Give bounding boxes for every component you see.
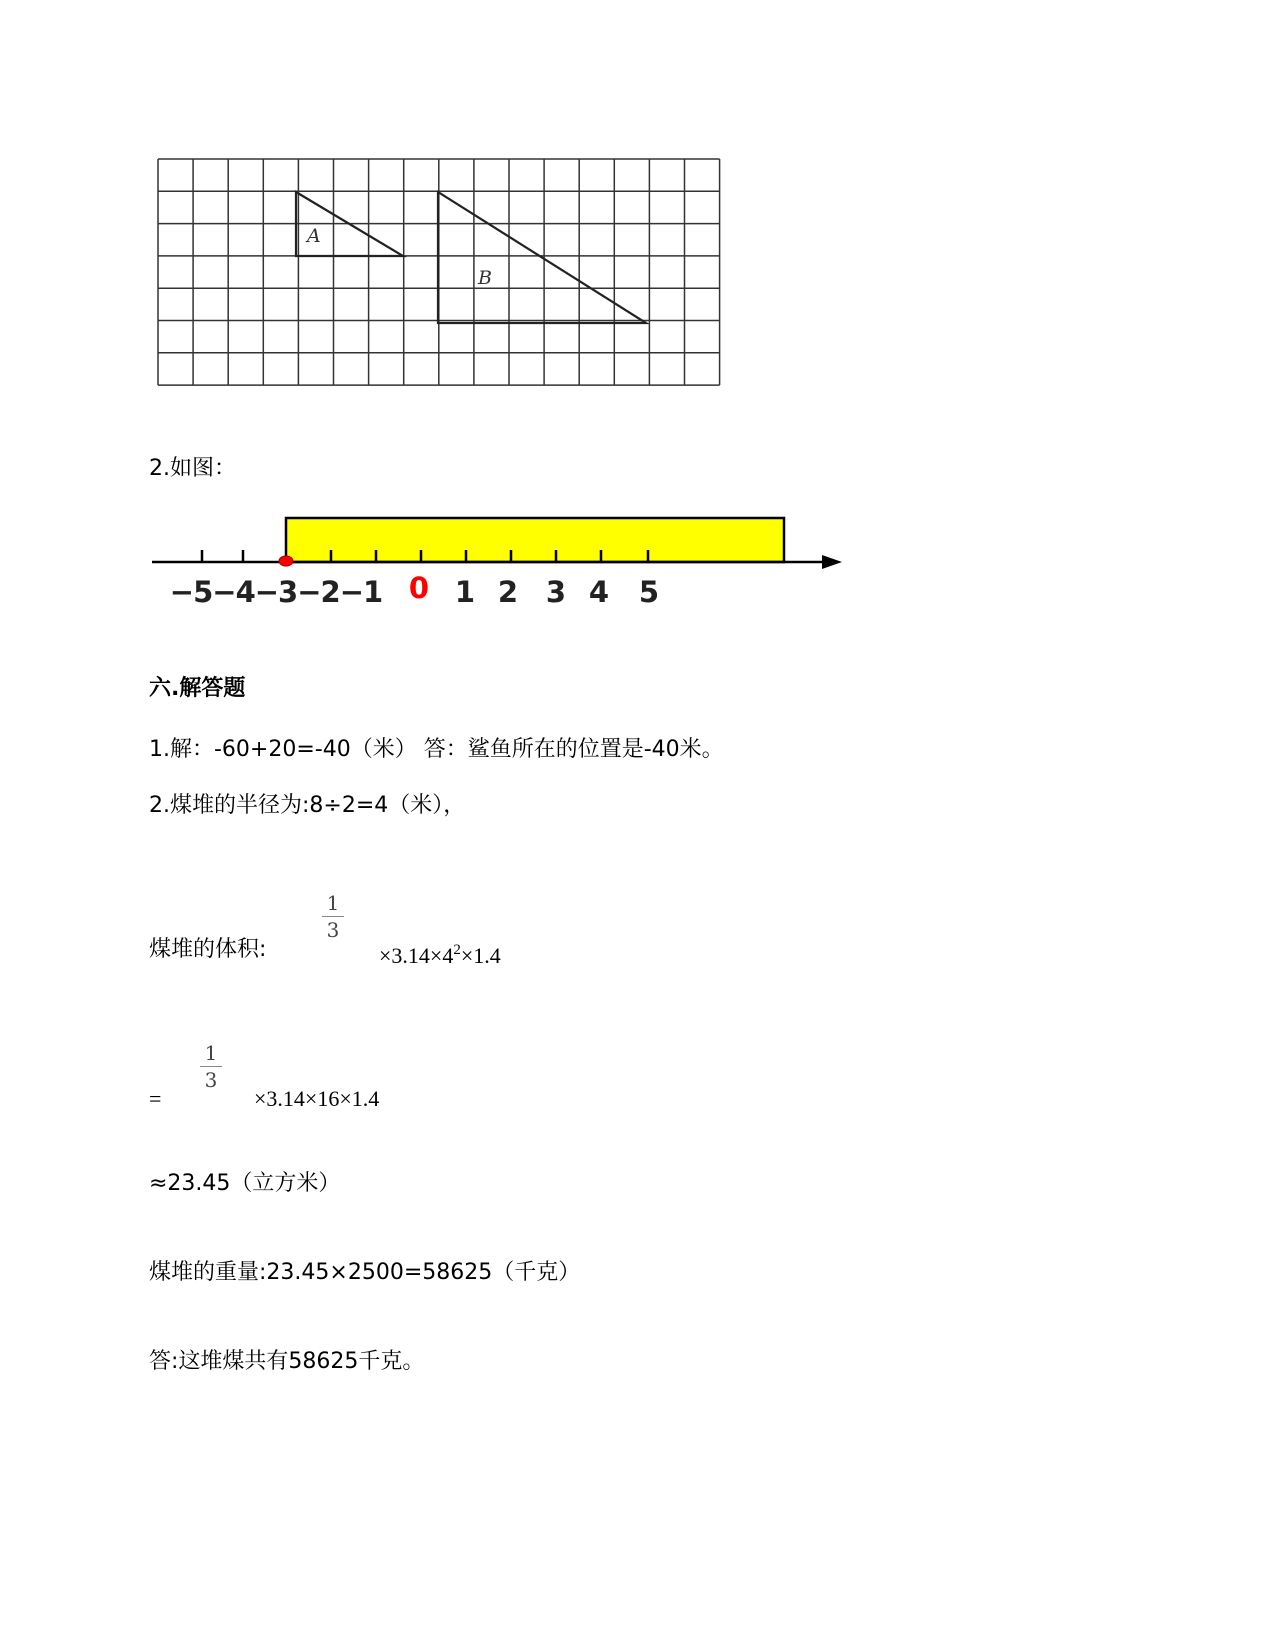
number-line-label-3: 3: [545, 575, 567, 609]
volume-expression: $\times 3.14\times 4^2\times 1.4$: [379, 942, 501, 968]
number-line-highlight: [286, 518, 784, 562]
item-2-label: 2.如图：: [149, 456, 236, 481]
final-answer: 答:这堆煤共有58625千克。: [149, 1349, 425, 1374]
fraction-one-third-step2: 1 3: [196, 1041, 226, 1092]
number-line-label-1: 1: [454, 575, 476, 609]
step2-expression: ×3.14×16×1.4: [254, 1086, 380, 1111]
number-line-label-4: 4: [588, 575, 610, 609]
number-line: [0, 0, 1275, 620]
arrow-head-icon: [822, 555, 842, 569]
answer-q2-radius: 2.煤堆的半径为:8÷2=4（米），: [149, 793, 466, 818]
number-line-negative-labels: −5−4−3−2−1: [169, 575, 383, 609]
weight-line: 煤堆的重量:23.45×2500=58625（千克）: [149, 1260, 581, 1285]
number-line-label-5: 5: [638, 575, 660, 609]
triangle-b-label: B: [478, 267, 492, 289]
number-line-label-2: 2: [497, 575, 519, 609]
volume-label: 煤堆的体积:: [149, 937, 267, 962]
equals-sign: =: [149, 1086, 162, 1111]
number-line-start-point: [279, 556, 293, 566]
fraction-one-third: 1 3: [318, 891, 348, 942]
triangle-a-label: A: [307, 225, 321, 247]
section-heading: 六.解答题: [149, 676, 246, 701]
answer-q1: 1.解：-60+20=-40（米） 答：鲨鱼所在的位置是-40米。: [149, 737, 724, 762]
approx-volume: ≈23.45（立方米）: [149, 1171, 341, 1196]
number-line-zero-label: 0: [408, 571, 430, 605]
